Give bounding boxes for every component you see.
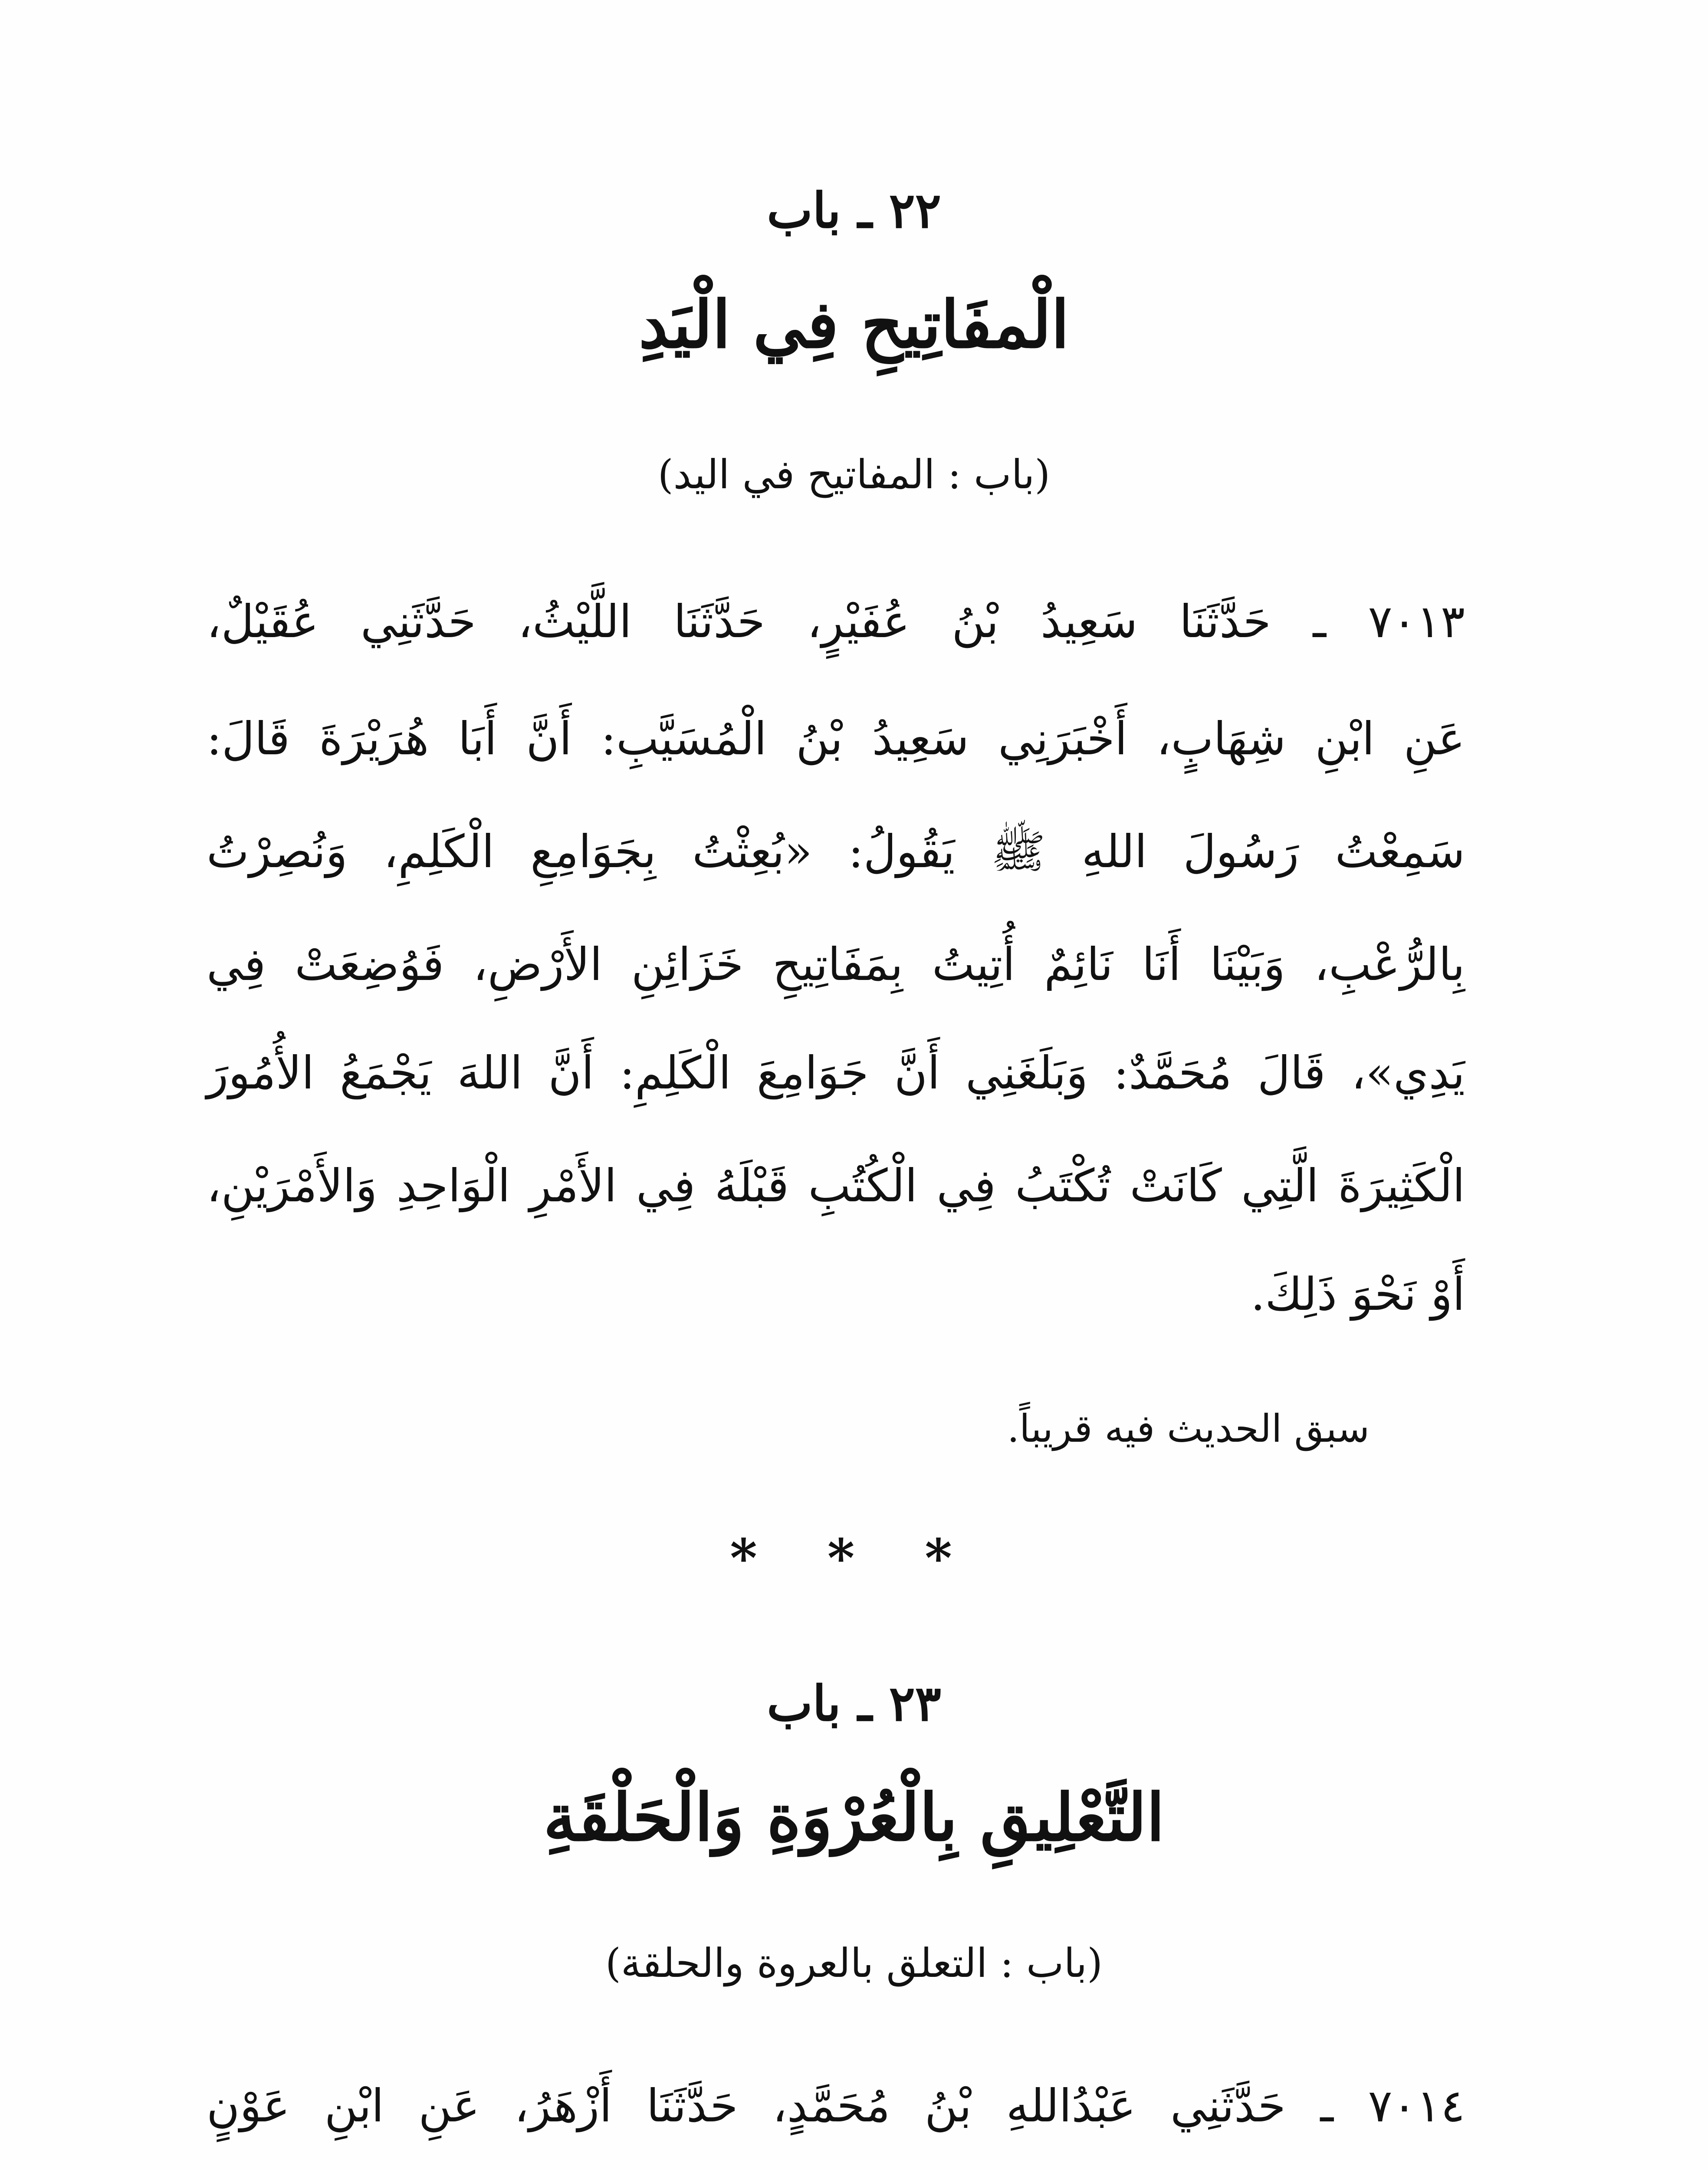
hadith-line: الْكَثِيرَةَ الَّتِي كَانَتْ تُكْتَبُ فِي الْكُتُبِ قَبْلَهُ فِي الأَمْرِ الْوَاحِدِ وَالأَمْرَيْنِ،: [207, 1159, 1465, 1212]
chapter-number: ٢٢ ـ باب: [767, 182, 941, 239]
commentary-note: سبق الحديث فيه قريباً.: [1007, 1406, 1370, 1451]
hadith-line: ٧٠١٤ ـ حَدَّثَنِي عَبْدُاللهِ بْنُ مُحَمَّدٍ، حَدَّثَنَا أَزْهَرُ، عَنِ ابْنِ عَوْنٍ: [207, 2079, 1465, 2132]
hadith-line: يَدِي»، قَالَ مُحَمَّدٌ: وَبَلَغَنِي أَنَّ جَوَامِعَ الْكَلِمِ: أَنَّ اللهَ يَجْمَعُ الأُمُورَ: [207, 1046, 1465, 1099]
chapter-subtitle: (باب : المفاتيح في اليد): [657, 451, 1051, 498]
hadith-line: عَنِ ابْنِ شِهَابٍ، أَخْبَرَنِي سَعِيدُ بْنُ الْمُسَيَّبِ: أَنَّ أَبَا هُرَيْرَةَ قَالَ:: [207, 712, 1465, 765]
hadith-line: بِالرُّعْبِ، وَبَيْنَا أَنَا نَائِمٌ أُتِيتُ بِمَفَاتِيحِ خَزَائِنِ الأَرْضِ، فَوُضِعَتْ فِي: [207, 938, 1465, 991]
chapter-subtitle: (باب : التعلق بالعروة والحلقة): [605, 1940, 1103, 1986]
chapter-title: التَّعْلِيقِ بِالْعُرْوَةِ وَالْحَلْقَةِ: [543, 1779, 1165, 1856]
chapter-number: ٢٣ ـ باب: [767, 1675, 941, 1732]
hadith-line: سَمِعْتُ رَسُولَ اللهِ ﷺ يَقُولُ: «بُعِثْتُ بِجَوَامِعِ الْكَلِمِ، وَنُصِرْتُ: [207, 825, 1465, 878]
hadith-line: ٧٠١٣ ـ حَدَّثَنَا سَعِيدُ بْنُ عُفَيْرٍ، حَدَّثَنَا اللَّيْثُ، حَدَّثَنِي عُقَيْلٌ،: [207, 595, 1465, 648]
chapter-title: الْمفَاتِيحِ فِي الْيَدِ: [638, 286, 1070, 363]
section-separator: * * *: [730, 1528, 978, 1589]
hadith-line: أَوْ نَحْوَ ذَلِكَ.: [1251, 1268, 1465, 1321]
